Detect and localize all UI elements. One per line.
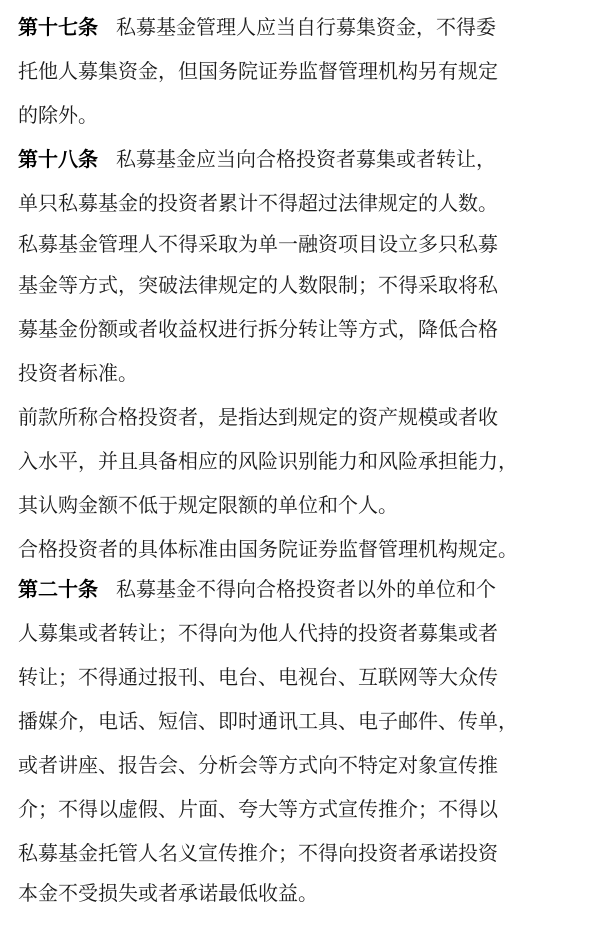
article-20-line-4: 播媒介，电话、短信、即时通讯工具、电子邮件、传单， [18, 709, 518, 733]
article-18-line-9: 其认购金额不低于规定限额的单位和个人。 [18, 493, 398, 517]
article-18-line-5: 募基金份额或者收益权进行拆分转让等方式，降低合格 [18, 317, 498, 341]
article-17-line-1 [18, 12, 496, 42]
article-20-line-2: 人募集或者转让；不得向为他人代持的投资者募集或者 [18, 621, 498, 645]
article-18-line-10: 合格投资者的具体标准由国务院证券监督管理机构规定。 [18, 537, 518, 561]
article-20-line-8: 本金不受损失或者承诺最低收益。 [18, 881, 318, 905]
article-17-text: 私募基金管理人应当自行募集资金，不得委 [116, 15, 496, 39]
article-20-line-7: 私募基金托管人名义宣传推介；不得向投资者承诺投资 [18, 841, 498, 865]
article-17-line-3: 的除外。 [18, 103, 98, 127]
article-18-line-6: 投资者标准。 [18, 361, 138, 385]
article-18-line-1 [18, 144, 496, 174]
article-18-line-4: 基金等方式，突破法律规定的人数限制；不得采取将私 [18, 273, 498, 297]
article-18-text: 私募基金应当向合格投资者募集或者转让， [116, 147, 496, 171]
article-17-heading: 第十七条 [18, 15, 98, 39]
article-18-line-3: 私募基金管理人不得采取为单一融资项目设立多只私募 [18, 232, 498, 256]
article-18-line-2: 单只私募基金的投资者累计不得超过法律规定的人数。 [18, 191, 498, 215]
article-18-line-8: 入水平，并且具备相应的风险识别能力和风险承担能力， [18, 449, 518, 473]
article-20-text: 私募基金不得向合格投资者以外的单位和个 [116, 577, 496, 601]
article-20-heading: 第二十条 [18, 577, 98, 601]
article-20-line-1 [18, 574, 496, 604]
article-18-line-7: 前款所称合格投资者，是指达到规定的资产规模或者收 [18, 405, 498, 429]
article-20-line-5: 或者讲座、报告会、分析会等方式向不特定对象宣传推 [18, 753, 498, 777]
article-20-line-6: 介；不得以虚假、片面、夸大等方式宣传推介；不得以 [18, 797, 498, 821]
article-17-line-2: 托他人募集资金，但国务院证券监督管理机构另有规定 [18, 59, 498, 83]
article-20-line-3: 转让；不得通过报刊、电台、电视台、互联网等大众传 [18, 665, 498, 689]
article-18-heading: 第十八条 [18, 147, 98, 171]
